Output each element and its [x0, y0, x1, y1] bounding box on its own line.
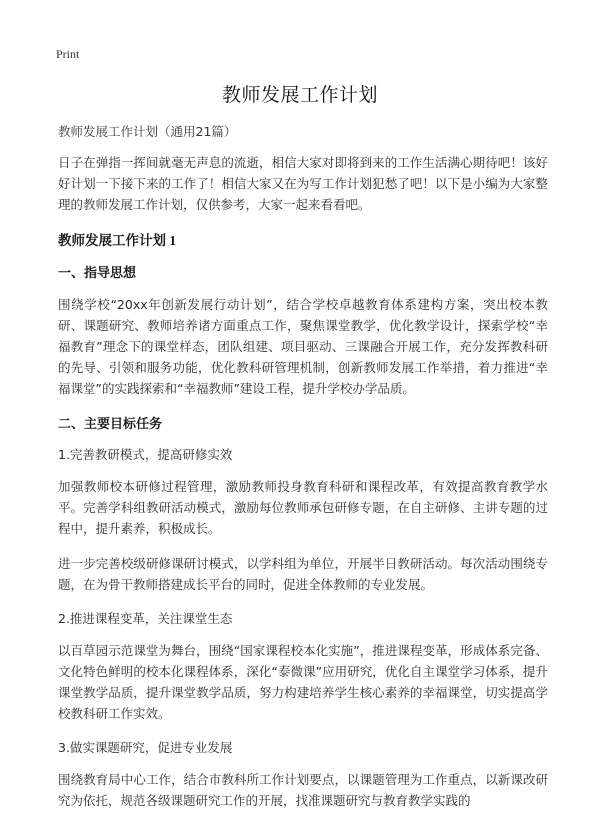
section-heading-main-goals: 二、主要目标任务: [58, 417, 163, 432]
subheading-research-projects: 3.做实课题研究，促进专业发展: [58, 740, 233, 755]
document-title: 教师发展工作计划: [221, 84, 378, 106]
guiding-ideology-paragraph: 围绕学校“20xx年创新发展行动计划”，结合学校卓越教育体系建构方案，突出校本教研、课题研究、教师培养诸方面重点工作，聚焦课堂教学，优化教学设计，探索学校“幸福教育”理念下的课堂样态，团队组建、项目驱动、三课融合开展工作，充分发挥教科研的先导、引领和服务功能，优化教科研管理机制，创新教师发展工作举措，着力推进“幸福课堂”的实践探索和“幸福教师”建设工程，提升学校办学品质。: [58, 297, 548, 396]
subheading-curriculum-reform: 2.推进课程变革，关注课堂生态: [58, 611, 233, 626]
curriculum-reform-paragraph: 以百草园示范课堂为舞台，围绕“国家课程校本化实施”，推进课程变革，形成体系完备、文化特色鲜明的校本化课程体系，深化“泰微课”应用研究，优化自主课堂学习体系，提升课堂教学品质，提升课堂教学品质，努力构建培养学生核心素养的幸福课堂，切实提高学校教科研工作实效。: [58, 643, 548, 721]
document-subtitle: 教师发展工作计划（通用21篇）: [58, 124, 237, 139]
print-link[interactable]: Print: [56, 47, 80, 61]
teaching-research-paragraph-2: 进一步完善校级研修课研讨模式，以学科组为单位，开展半日教研活动。每次活动围绕专题，在为骨干教师搭建成长平台的同时，促进全体教师的专业发展。: [58, 556, 548, 592]
document-body: [58, 152, 548, 825]
intro-paragraph: 日子在弹指一挥间就毫无声息的流逝，相信大家对即将到来的工作生活满心期待吧！该好好计划一下接下来的工作了！相信大家又在为写工作计划犯愁了吧！以下是小编为大家整理的教师发展工作计划，仅供参考，大家一起来看看吧。: [58, 155, 548, 212]
teaching-research-paragraph-1: 加强教师校本研修过程管理，激励教师投身教育科研和课程改革，有效提高教育教学水平。完善学科组教研活动模式，激励每位教师承包研修专题，在自主研修、主讲专题的过程中，提升素养，积极成长。: [58, 479, 548, 536]
section-heading-guiding-ideology: 一、指导思想: [58, 266, 137, 281]
plan-heading: 教师发展工作计划 1: [58, 233, 177, 248]
research-projects-paragraph: 围绕教育局中心工作，结合市教科所工作计划要点，以课题管理为工作重点，以新课改研究为依托，规范各级课题研究工作的开展，找准课题研究与教育教学实践的: [58, 772, 548, 808]
subheading-teaching-research: 1.完善教研模式，提高研修实效: [58, 447, 233, 462]
